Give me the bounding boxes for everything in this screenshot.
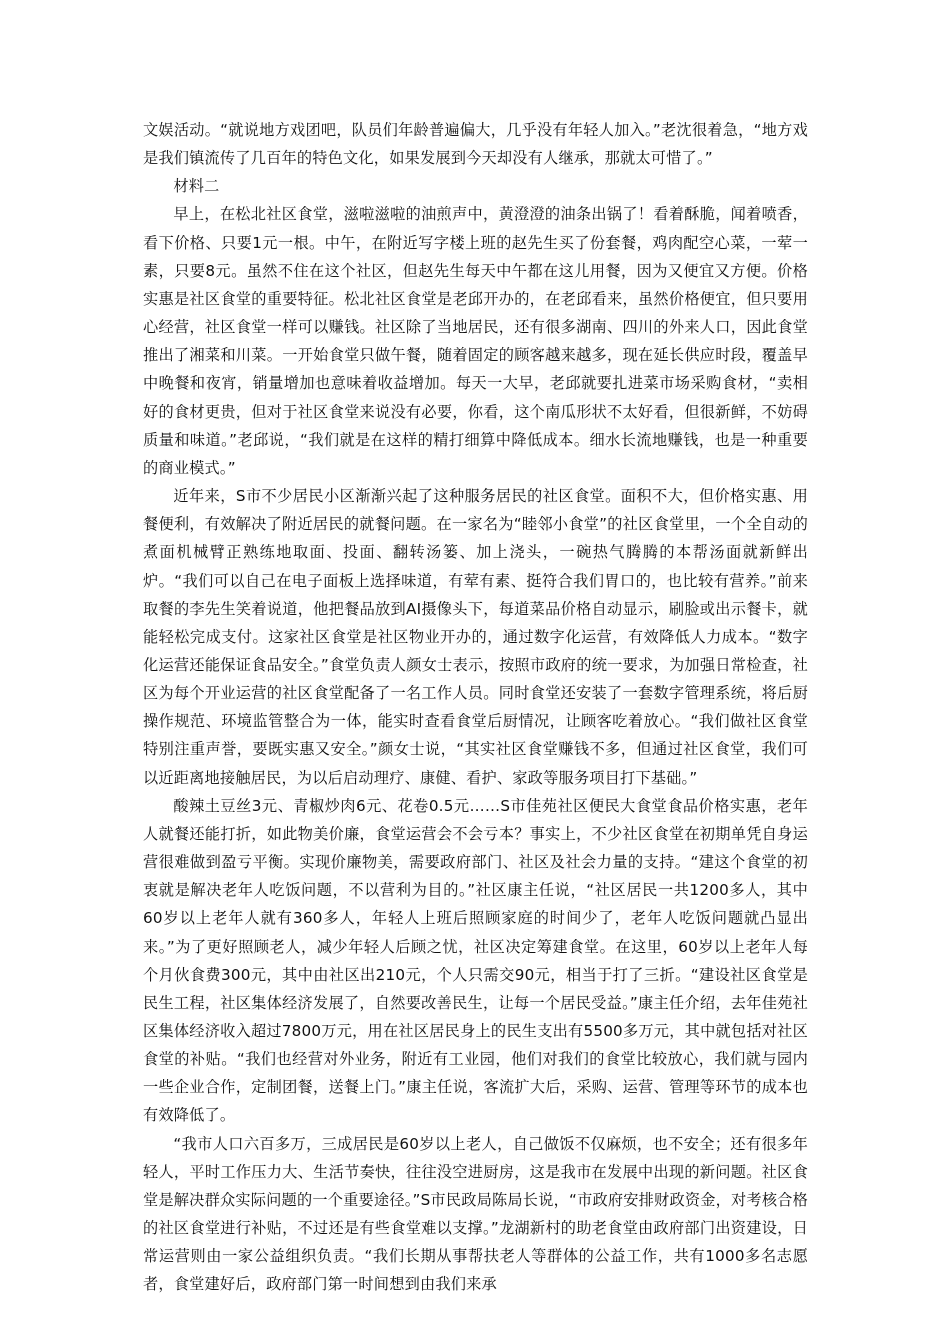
paragraph-jiayuan-canteen: 酸辣土豆丝3元、青椒炒肉6元、花卷0.5元……S市佳苑社区便民大食堂食品价格实惠，老年人就餐还能打折，如此物美价廉，食堂运营会不会亏本？事实上，不少社区食堂在初期单凭自身运营很难做到盈亏平衡。实现价廉物美，需要政府部门、社区及社会力量的支持。“建这个食堂的初衷就是解决老年人吃饭问题，不以营利为目的。”社区康主任说，“社区居民一共1200多人，其中60岁以上老年人就有360多人，年轻人上班后照顾家庭的时间少了，老年人吃饭问题就凸显出来。”为了更好照顾老人，减少年轻人后顾之忧，社区决定筹建食堂。在这里，60岁以上老年人每个月伙食费300元，其中由社区出210元，个人只需交90元，相当于打了三折。“建设社区食堂是民生工程，社区集体经济发展了，自然要改善民生，让每一个居民受益。”康主任介绍，去年佳苑社区集体经济收入超过7800万元，用在社区居民身上的民生支出有5500多万元，其中就包括对社区食堂的补贴。“我们也经营对外业务，附近有工业园，他们对我们的食堂比较放心，我们就与园内一些企业合作，定制团餐，送餐上门。”康主任说，客流扩大后，采购、运营、管理等环节的成本也有效降低了。 — [143, 796, 808, 1125]
paragraph-continued: 文娱活动。“就说地方戏团吧，队员们年龄普遍偏大，几乎没有年轻人加入。”老沈很着急，“地方戏是我们镇流传了几百年的特色文化，如果发展到今天却没有人继承，那就太可惜了。” — [143, 121, 808, 168]
paragraph-songbei-canteen: 早上，在松北社区食堂，滋啦滋啦的油煎声中，黄澄澄的油条出锅了！看着酥脆，闻着喷香，看下价格、只要1元一根。中午，在附近写字楼上班的赵先生买了份套餐，鸡肉配空心菜，一荤一素，只要8元。虽然不住在这个社区，但赵先生每天中午都在这儿用餐，因为又便宜又方便。价格实惠是社区食堂的重要特征。松北社区食堂是老邱开办的，在老邱看来，虽然价格便宜，但只要用心经营，社区食堂一样可以赚钱。社区除了当地居民，还有很多湖南、四川的外来人口，因此食堂推出了湘菜和川菜。一开始食堂只做午餐，随着固定的顾客越来越多，现在延长供应时段，覆盖早中晚餐和夜宵，销量增加也意味着收益增加。每天一大早，老邱就要扎进菜市场采购食材，“卖相好的食材更贵，但对于社区食堂来说没有必要，你看，这个南瓜形状不太好看，但很新鲜，不妨碍质量和味道。”老邱说，“我们就是在这样的精打细算中降低成本。细水长流地赚钱，也是一种重要的商业模式。” — [143, 205, 808, 477]
section-heading-material-two: 材料二 — [173, 177, 220, 196]
document-body — [143, 116, 808, 1299]
paragraph-civil-affairs: “我市人口六百多万，三成居民是60岁以上老人，自己做饭不仅麻烦，也不安全；还有很多年轻人，平时工作压力大、生活节奏快，往往没空进厨房，这是我市在发展中出现的新问题。社区食堂是解决群众实际问题的一个重要途径。”S市民政局陈局长说，“市政府安排财政资金，对考核合格的社区食堂进行补贴，不过还是有些食堂难以支撑。”龙湖新村的助老食堂由政府部门出资建设，日常运营则由一家公益组织负责。“我们长期从事帮扶老人等群体的公益工作，共有1000多名志愿者，食堂建好后，政府部门第一时间想到由我们来承 — [143, 1134, 808, 1294]
paragraph-neighbor-canteen: 近年来，S市不少居民小区渐渐兴起了这种服务居民的社区食堂。面积不大，但价格实惠、用餐便利，有效解决了附近居民的就餐问题。在一家名为“睦邻小食堂”的社区食堂里，一个全自动的煮面机械臂正熟练地取面、投面、翻转汤篓、加上浇头，一碗热气腾腾的本帮汤面就新鲜出炉。“我们可以自己在电子面板上选择味道，有荤有素、挺符合我们胃口的，也比较有营养。”前来取餐的李先生笑着说道，他把餐品放到AI摄像头下，每道菜品价格自动显示，刷脸或出示餐卡，就能轻松完成支付。这家社区食堂是社区物业开办的，通过数字化运营，有效降低人力成本。“数字化运营还能保证食品安全。”食堂负责人颜女士表示，按照市政府的统一要求，为加强日常检查，社区为每个开业运营的社区食堂配备了一名工作人员。同时食堂还安装了一套数字管理系统，将后厨操作规范、环境监管整合为一体，能实时查看食堂后厨情况，让顾客吃着放心。“我们做社区食堂特别注重声誉，要既实惠又安全。”颜女士说，“其实社区食堂赚钱不多，但通过社区食堂，我们可以近距离地接触居民，为以后启动理疗、康健、看护、家政等服务项目打下基础。” — [143, 487, 808, 787]
